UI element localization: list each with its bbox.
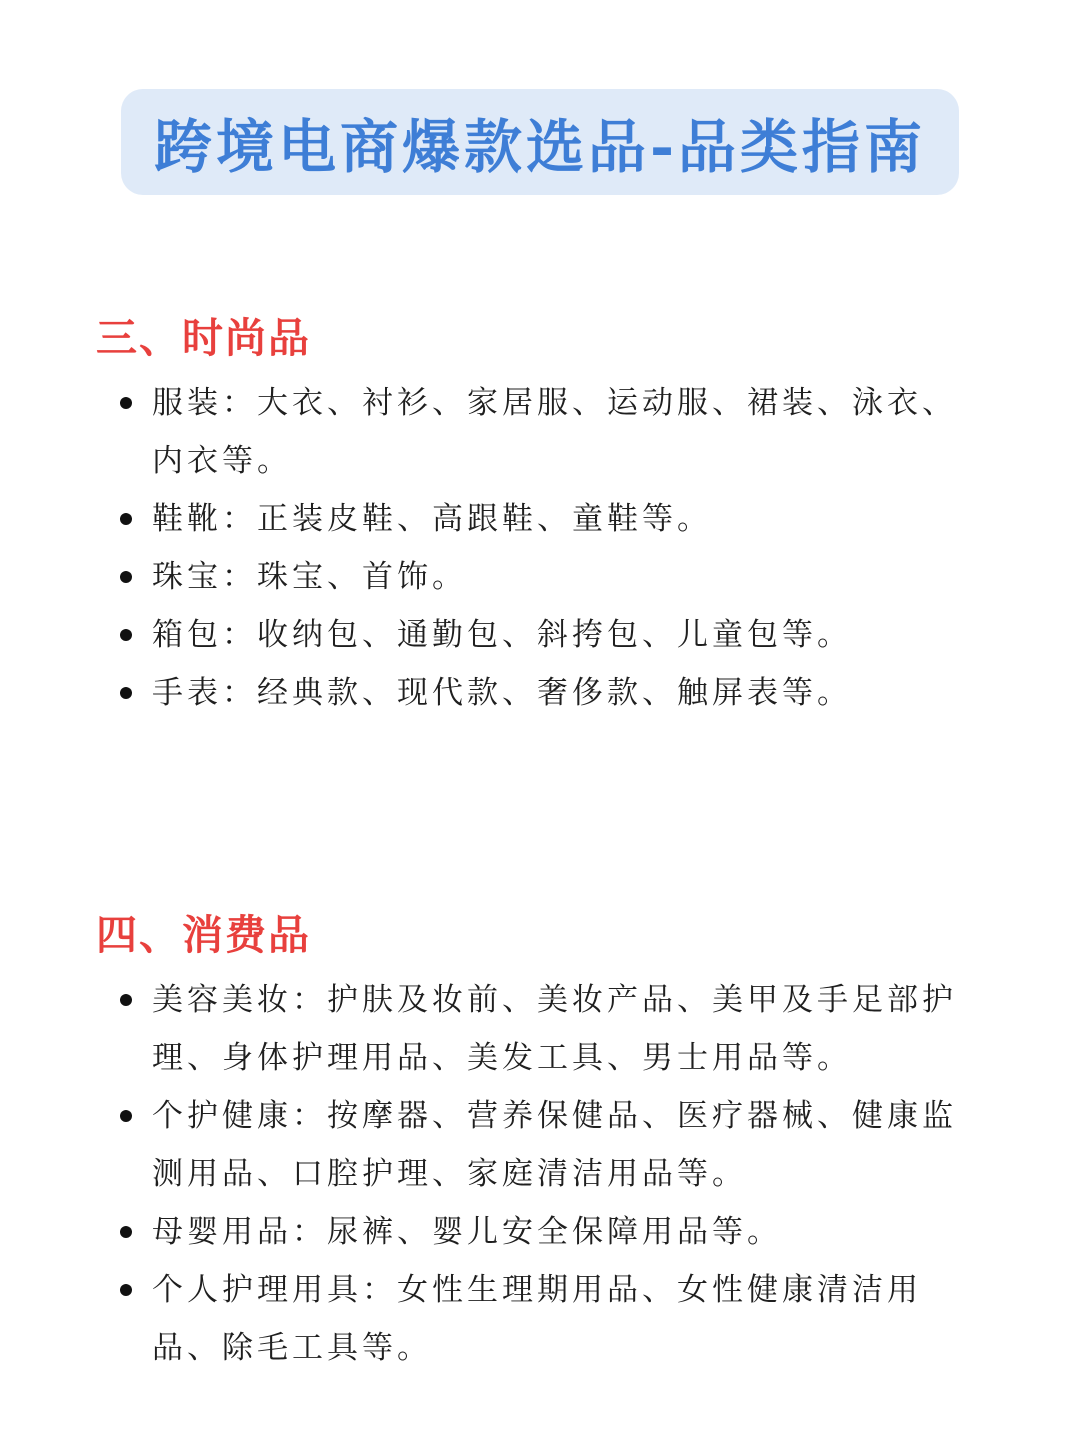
section-consumer-goods — [96, 905, 996, 1377]
bullet-icon — [120, 571, 132, 583]
list-item — [96, 971, 982, 1087]
section-heading: 四、消费品 — [96, 911, 311, 959]
list-item-text: 箱包：收纳包、通勤包、斜挎包、儿童包等。 — [152, 617, 852, 653]
list-item-text: 美容美妆：护肤及妆前、美妆产品、美甲及手足部护理、身体护理用品、美发工具、男士用品等。 — [152, 982, 957, 1076]
list-item — [96, 1087, 982, 1203]
bullet-icon — [120, 1110, 132, 1122]
page-title: 跨境电商爆款选品-品类指南 — [153, 113, 927, 181]
list-item — [96, 606, 982, 664]
list-item — [96, 374, 982, 490]
list-item — [96, 664, 982, 722]
section-fashion — [96, 308, 996, 722]
list-item-text: 个人护理用具：女性生理期用品、女性健康清洁用品、除毛工具等。 — [152, 1272, 922, 1366]
list-item — [96, 548, 982, 606]
bullet-icon — [120, 397, 132, 409]
title-banner — [121, 89, 959, 195]
list-item — [96, 490, 982, 548]
list-item-text: 手表：经典款、现代款、奢侈款、触屏表等。 — [152, 675, 852, 711]
list-item-text: 个护健康：按摩器、营养保健品、医疗器械、健康监测用品、口腔护理、家庭清洁用品等。 — [152, 1098, 957, 1192]
list-item — [96, 1203, 982, 1261]
bullet-icon — [120, 629, 132, 641]
list-item-text: 服装：大衣、衬衫、家居服、运动服、裙装、泳衣、内衣等。 — [152, 385, 957, 479]
list-item-text: 珠宝：珠宝、首饰。 — [152, 559, 467, 595]
list-item — [96, 1261, 982, 1377]
list-item-text: 鞋靴：正装皮鞋、高跟鞋、童鞋等。 — [152, 501, 712, 537]
list-item-text: 母婴用品：尿裤、婴儿安全保障用品等。 — [152, 1214, 782, 1250]
bullet-icon — [120, 1284, 132, 1296]
item-list — [96, 971, 996, 1377]
bullet-icon — [120, 513, 132, 525]
bullet-icon — [120, 1226, 132, 1238]
item-list — [96, 374, 996, 722]
bullet-icon — [120, 994, 132, 1006]
bullet-icon — [120, 687, 132, 699]
section-heading: 三、时尚品 — [96, 314, 311, 362]
